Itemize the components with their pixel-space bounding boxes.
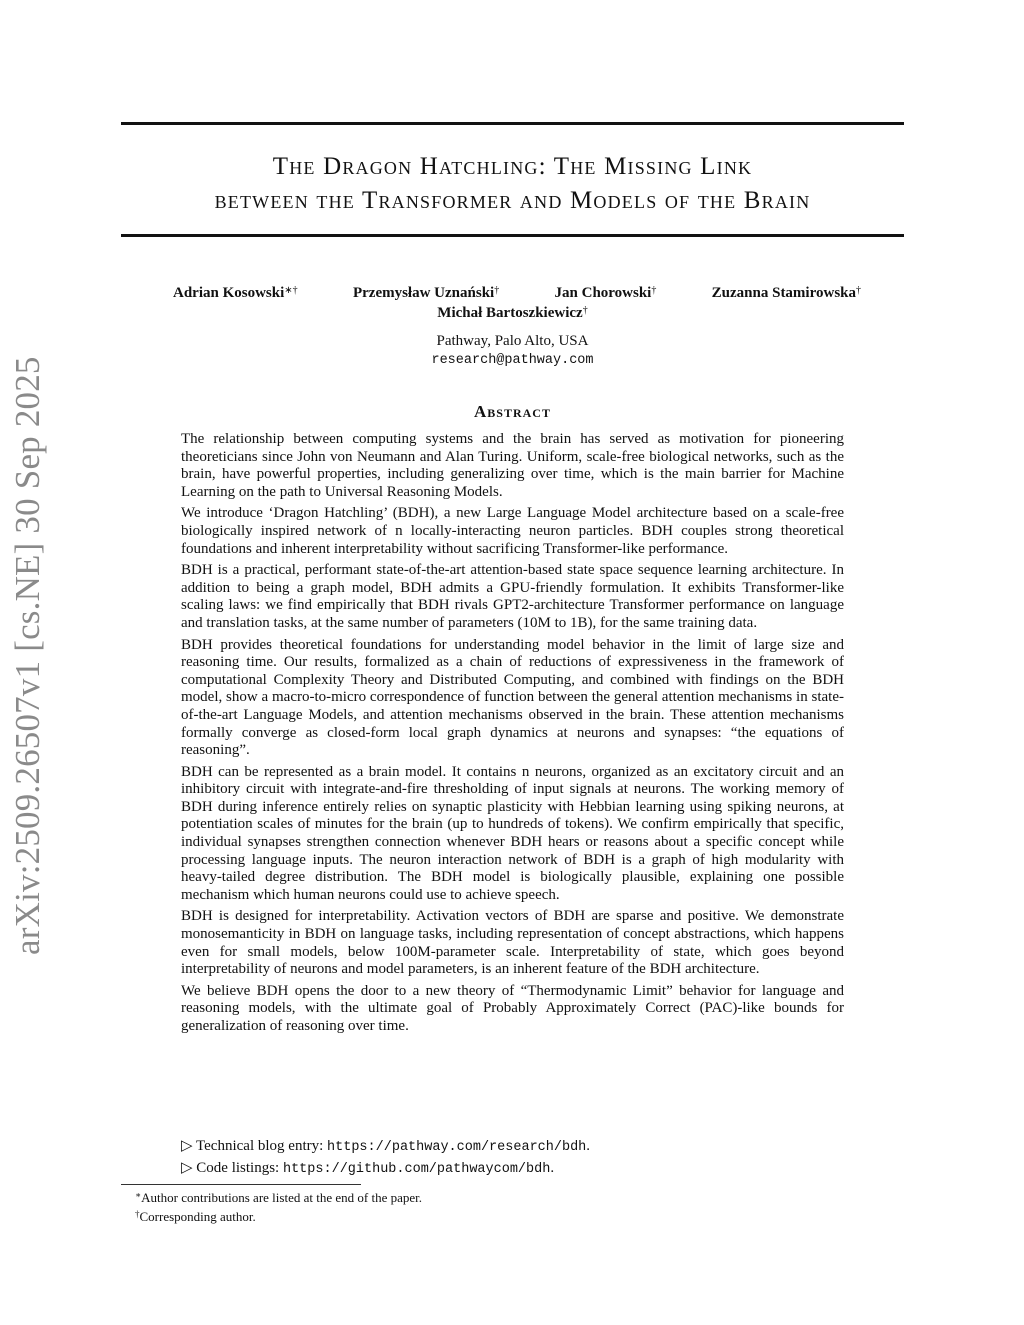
affiliation: Pathway, Palo Alto, USA — [436, 333, 589, 349]
title-top-rule — [121, 122, 904, 125]
paper-title — [121, 150, 904, 218]
author-name: Jan Chorowski† — [554, 285, 657, 301]
link-label: Technical blog entry: — [196, 1138, 324, 1154]
footnote: ∗Author contributions are listed at the end of the paper. — [135, 1190, 422, 1205]
abstract-paragraph: BDH can be represented as a brain model. It contains n neurons, organized as an excitatory circuit and an inhibitory circuit with integrate-and-fire thresholding of input signals at neurons. The working memory of BDH during inference entirely relies on synaptic plasticity with Hebbian learning using spiking neurons, at potentiation scales of minutes for the brain (up to hundreds of tokens). We confirm empirically that specific, individual synapses strengthen connection whenever BDH hears or reasons about a specific concept while processing language inputs. The neuron interaction network of BDH is a graph of high modularity with heavy-tailed degree distribution. The BDH model is biologically plausible, explaining one possible mechanism which human neurons could use to achieve speech. — [181, 763, 844, 903]
triangle-bullet-icon: ▷ — [181, 1160, 193, 1176]
author-name: Michał Bartoszkiewicz† — [437, 305, 588, 321]
author-name: Przemysław Uznański† — [352, 285, 500, 301]
blog-link[interactable]: https://pathway.com/research/bdh — [327, 1140, 587, 1155]
abstract-paragraph: BDH provides theoretical foundations for understanding model behavior in the limit of large size and reasoning time. Our results, formalized as a chain of reductions of expressiveness in the framework of computational Complexity Theory and Distributed Computing, and combined with findings on the BDH model, show a macro-to-micro correspondence of function between the general attention mechanisms in state-of-the-art Language Models, and attention mechanisms observed in the brain. These attention mechanisms formally converge as closed-form local graph dynamics at neurons and synapses: “the equations of reasoning”. — [181, 636, 844, 759]
author-name: Zuzanna Stamirowska† — [711, 285, 861, 301]
link-label: Code listings: — [196, 1160, 280, 1176]
resource-links — [181, 1136, 844, 1180]
abstract-heading: Abstract — [474, 402, 551, 421]
abstract-body — [181, 431, 844, 1040]
code-link[interactable]: https://github.com/pathwaycom/bdh — [282, 1162, 551, 1177]
author-list — [121, 284, 904, 323]
triangle-bullet-icon: ▷ — [181, 1138, 193, 1154]
blog-link-row: ▷ Technical blog entry: https://pathway.com/research/bdh. — [181, 1138, 591, 1155]
footnote-rule — [121, 1184, 361, 1185]
abstract-paragraph: We introduce ‘Dragon Hatchling’ (BDH), a new Large Language Model architecture based on a scale-free biologically inspired network of n locally-interacting neuron particles. BDH couples strong theoretical foundations and inherent interpretability without sacrificing Transformer-like performance. — [181, 505, 844, 557]
code-link-row: ▷ Code listings: https://github.com/pathwaycom/bdh. — [181, 1160, 555, 1177]
abstract-paragraph: BDH is designed for interpretability. Activation vectors of BDH are sparse and positive. We demonstrate monosemanticity in BDH on language tasks, including representation of concept abstractions, which happens even for small models, below 100M-parameter scale. Interpretability of state, which goes beyond interpretability of neurons and model parameters, is an inherent feature of the BDH architecture. — [181, 908, 844, 978]
title-line-1: The Dragon Hatchling: The Missing Link — [272, 153, 753, 180]
footnote: †Corresponding author. — [135, 1209, 256, 1224]
title-line-2: between the Transformer and Models of the Brain — [214, 187, 811, 214]
author-name: Adrian Kosowski∗† — [173, 285, 298, 301]
abstract-paragraph: BDH is a practical, performant state-of-the-art attention-based state space sequence learning architecture. In addition to being a graph model, BDH admits a GPU-friendly formulation. It exhibits Transformer-like scaling laws: we find empirically that BDH rivals GPT2-architecture Transformer performance on language and translation tasks, at the same number of parameters (10M to 1B), for the same training data. — [181, 562, 844, 631]
affiliation-block — [121, 332, 904, 370]
title-bottom-rule — [121, 234, 904, 237]
arxiv-side-stamp: arXiv:2509.26507v1 [cs.NE] 30 Sep 2025 — [8, 356, 47, 955]
contact-email[interactable]: research@pathway.com — [431, 353, 594, 368]
footnotes — [135, 1188, 422, 1226]
abstract-paragraph: We believe BDH opens the door to a new theory of “Thermodynamic Limit” behavior for language and reasoning models, with the ultimate goal of Probably Approximately Correct (PAC)-like bounds for generalization of reasoning over time. — [181, 982, 844, 1034]
abstract-paragraph: The relationship between computing systems and the brain has served as motivation for pioneering theoreticians since John von Neumann and Alan Turing. Uniform, scale-free biological networks, such as the brain, have powerful properties, including generalizing over time, which is the main barrier for Machine Learning on the path to Universal Reasoning Models. — [181, 431, 844, 500]
